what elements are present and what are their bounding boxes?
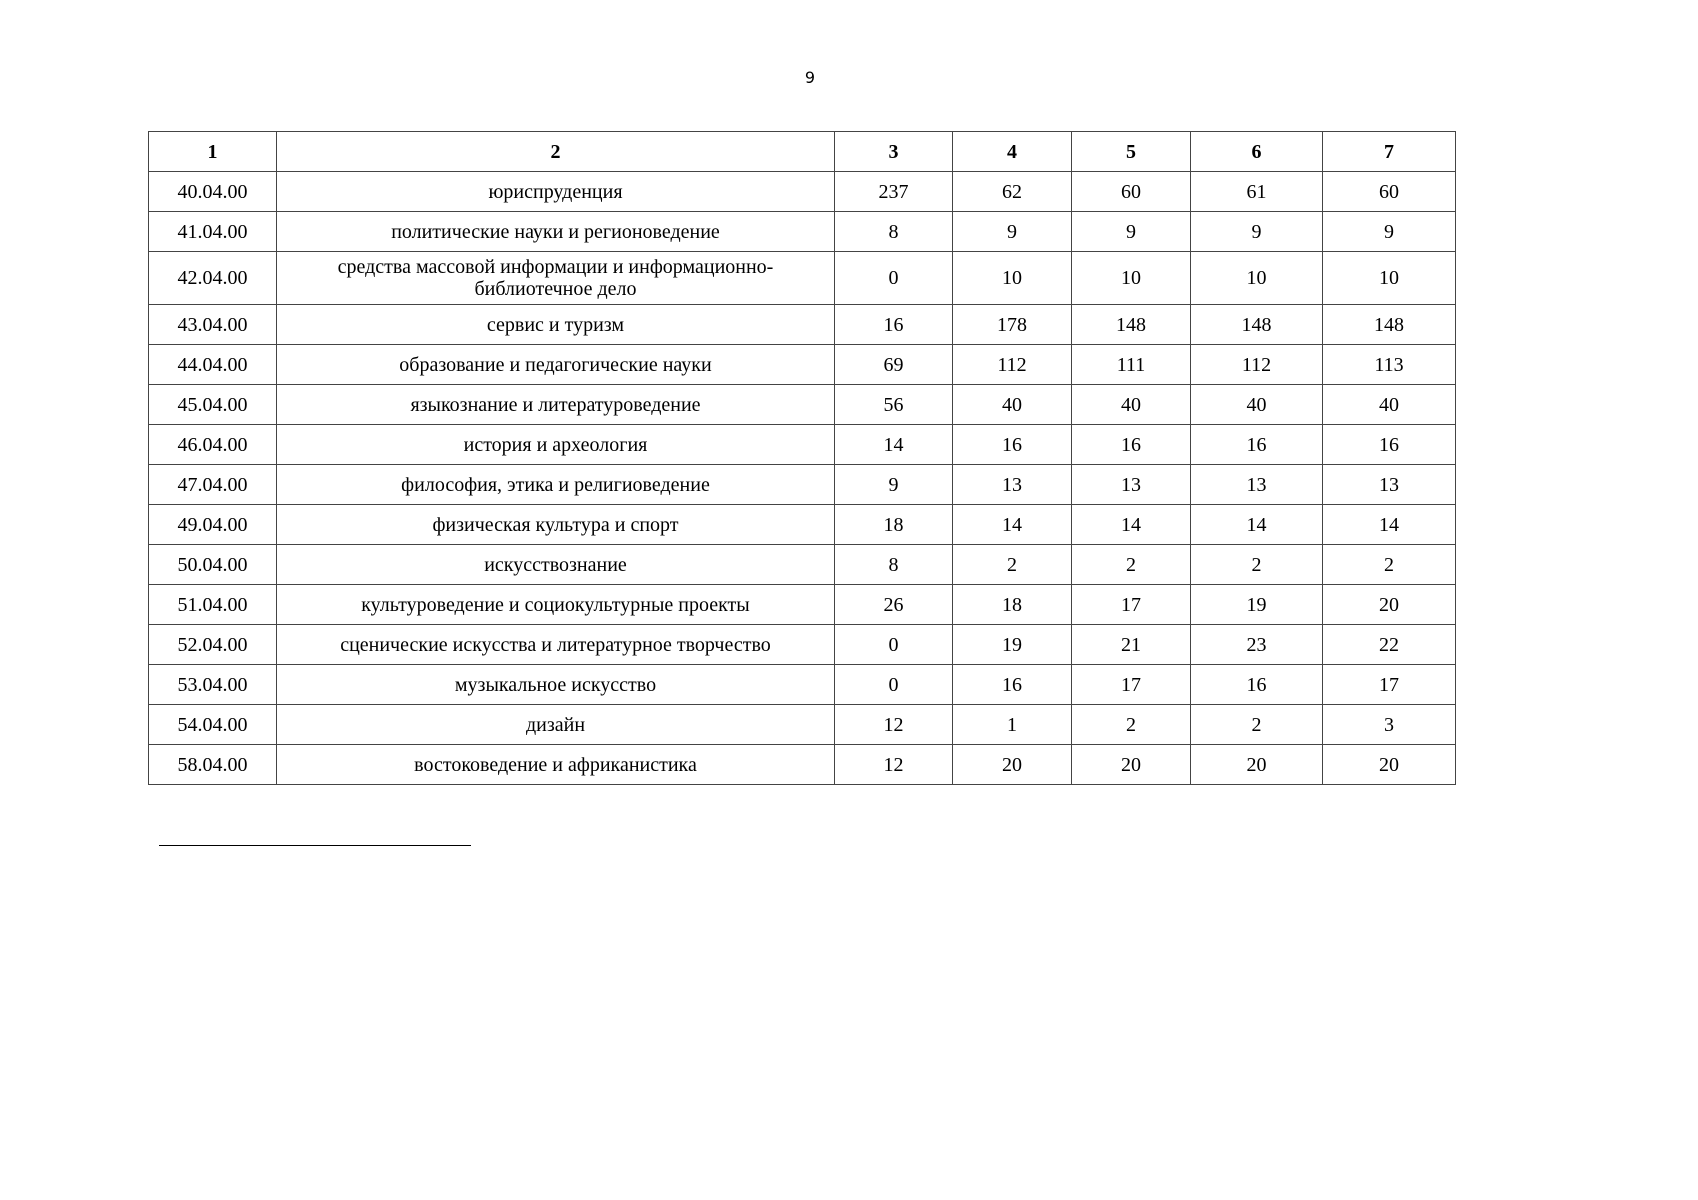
row-code-cell: 46.04.00 (149, 425, 277, 465)
table-row (149, 465, 1456, 505)
row-name-cell: востоковедение и африканистика (277, 745, 835, 785)
header-row (149, 132, 1456, 172)
column-header-3: 3 (835, 132, 953, 172)
row-col7-cell: 13 (1323, 465, 1456, 505)
row-col4-cell: 2 (953, 545, 1072, 585)
row-col4-cell: 14 (953, 505, 1072, 545)
row-code-cell: 51.04.00 (149, 585, 277, 625)
row-col7-cell: 40 (1323, 385, 1456, 425)
row-col3-cell: 0 (835, 665, 953, 705)
row-col4-cell: 62 (953, 172, 1072, 212)
column-header-4: 4 (953, 132, 1072, 172)
row-col6-cell: 112 (1191, 345, 1323, 385)
row-col6-cell: 20 (1191, 745, 1323, 785)
row-code-cell: 54.04.00 (149, 705, 277, 745)
row-col5-cell: 111 (1072, 345, 1191, 385)
row-col3-cell: 18 (835, 505, 953, 545)
row-name-cell: культуроведение и социокультурные проекты (277, 585, 835, 625)
row-col5-cell: 21 (1072, 625, 1191, 665)
row-col3-cell: 9 (835, 465, 953, 505)
table-row (149, 385, 1456, 425)
row-col7-cell: 17 (1323, 665, 1456, 705)
row-code-cell: 42.04.00 (149, 252, 277, 305)
row-col7-cell: 113 (1323, 345, 1456, 385)
row-col4-cell: 10 (953, 252, 1072, 305)
column-header-7: 7 (1323, 132, 1456, 172)
page-number: 9 (804, 68, 816, 87)
row-code-cell: 44.04.00 (149, 345, 277, 385)
row-code-cell: 52.04.00 (149, 625, 277, 665)
row-col5-cell: 17 (1072, 665, 1191, 705)
row-col7-cell: 3 (1323, 705, 1456, 745)
table-row (149, 625, 1456, 665)
row-name-cell: искусствознание (277, 545, 835, 585)
row-name-cell: сервис и туризм (277, 305, 835, 345)
table-body (149, 172, 1456, 785)
row-col5-cell: 17 (1072, 585, 1191, 625)
column-header-5: 5 (1072, 132, 1191, 172)
row-code-cell: 47.04.00 (149, 465, 277, 505)
row-name-cell: образование и педагогические науки (277, 345, 835, 385)
row-col6-cell: 148 (1191, 305, 1323, 345)
row-col3-cell: 8 (835, 212, 953, 252)
row-col7-cell: 60 (1323, 172, 1456, 212)
row-col4-cell: 112 (953, 345, 1072, 385)
row-name-cell: физическая культура и спорт (277, 505, 835, 545)
row-col6-cell: 14 (1191, 505, 1323, 545)
row-name-cell: сценические искусства и литературное творчество (277, 625, 835, 665)
row-code-cell: 58.04.00 (149, 745, 277, 785)
row-col3-cell: 16 (835, 305, 953, 345)
row-col7-cell: 10 (1323, 252, 1456, 305)
table-row (149, 665, 1456, 705)
row-col5-cell: 60 (1072, 172, 1191, 212)
row-col7-cell: 22 (1323, 625, 1456, 665)
row-col5-cell: 9 (1072, 212, 1191, 252)
row-col7-cell: 2 (1323, 545, 1456, 585)
table-row (149, 212, 1456, 252)
row-col3-cell: 8 (835, 545, 953, 585)
table-row (149, 425, 1456, 465)
row-code-cell: 49.04.00 (149, 505, 277, 545)
row-col3-cell: 14 (835, 425, 953, 465)
row-col3-cell: 12 (835, 705, 953, 745)
column-header-2: 2 (277, 132, 835, 172)
row-col4-cell: 1 (953, 705, 1072, 745)
table-row (149, 545, 1456, 585)
row-col6-cell: 16 (1191, 425, 1323, 465)
row-col4-cell: 18 (953, 585, 1072, 625)
row-col6-cell: 40 (1191, 385, 1323, 425)
footnote-separator (159, 845, 471, 846)
row-col3-cell: 56 (835, 385, 953, 425)
row-col4-cell: 19 (953, 625, 1072, 665)
row-col7-cell: 20 (1323, 745, 1456, 785)
row-col4-cell: 16 (953, 425, 1072, 465)
row-col3-cell: 26 (835, 585, 953, 625)
row-name-cell: философия, этика и религиоведение (277, 465, 835, 505)
data-table (148, 131, 1456, 785)
row-col6-cell: 19 (1191, 585, 1323, 625)
row-col5-cell: 16 (1072, 425, 1191, 465)
row-name-cell: политические науки и регионоведение (277, 212, 835, 252)
row-col3-cell: 0 (835, 625, 953, 665)
column-header-6: 6 (1191, 132, 1323, 172)
row-col4-cell: 13 (953, 465, 1072, 505)
row-name-cell: музыкальное искусство (277, 665, 835, 705)
row-col4-cell: 16 (953, 665, 1072, 705)
row-col7-cell: 16 (1323, 425, 1456, 465)
row-col4-cell: 20 (953, 745, 1072, 785)
row-col3-cell: 12 (835, 745, 953, 785)
row-col3-cell: 69 (835, 345, 953, 385)
row-col7-cell: 148 (1323, 305, 1456, 345)
row-col6-cell: 23 (1191, 625, 1323, 665)
row-code-cell: 50.04.00 (149, 545, 277, 585)
row-code-cell: 43.04.00 (149, 305, 277, 345)
row-col6-cell: 10 (1191, 252, 1323, 305)
table-row (149, 505, 1456, 545)
row-col6-cell: 9 (1191, 212, 1323, 252)
row-col5-cell: 20 (1072, 745, 1191, 785)
row-col5-cell: 2 (1072, 545, 1191, 585)
row-col4-cell: 9 (953, 212, 1072, 252)
row-name-cell: дизайн (277, 705, 835, 745)
row-col6-cell: 2 (1191, 705, 1323, 745)
table-row (149, 585, 1456, 625)
table-row (149, 745, 1456, 785)
row-code-cell: 41.04.00 (149, 212, 277, 252)
row-col4-cell: 40 (953, 385, 1072, 425)
row-code-cell: 53.04.00 (149, 665, 277, 705)
row-col5-cell: 13 (1072, 465, 1191, 505)
row-code-cell: 40.04.00 (149, 172, 277, 212)
row-col5-cell: 2 (1072, 705, 1191, 745)
row-col4-cell: 178 (953, 305, 1072, 345)
row-col6-cell: 61 (1191, 172, 1323, 212)
table-row (149, 172, 1456, 212)
row-name-cell: история и археология (277, 425, 835, 465)
table-row (149, 345, 1456, 385)
row-col7-cell: 14 (1323, 505, 1456, 545)
row-col6-cell: 16 (1191, 665, 1323, 705)
table-row (149, 305, 1456, 345)
row-col6-cell: 2 (1191, 545, 1323, 585)
column-header-1: 1 (149, 132, 277, 172)
row-col6-cell: 13 (1191, 465, 1323, 505)
row-col5-cell: 148 (1072, 305, 1191, 345)
row-col5-cell: 10 (1072, 252, 1191, 305)
row-col7-cell: 20 (1323, 585, 1456, 625)
row-col5-cell: 14 (1072, 505, 1191, 545)
row-code-cell: 45.04.00 (149, 385, 277, 425)
row-col3-cell: 0 (835, 252, 953, 305)
table-row (149, 252, 1456, 305)
row-name-cell: юриспруденция (277, 172, 835, 212)
row-col3-cell: 237 (835, 172, 953, 212)
row-col7-cell: 9 (1323, 212, 1456, 252)
row-name-cell: средства массовой информации и информационно-библиотечное дело (277, 252, 835, 305)
table-row (149, 705, 1456, 745)
row-col5-cell: 40 (1072, 385, 1191, 425)
row-name-cell: языкознание и литературоведение (277, 385, 835, 425)
